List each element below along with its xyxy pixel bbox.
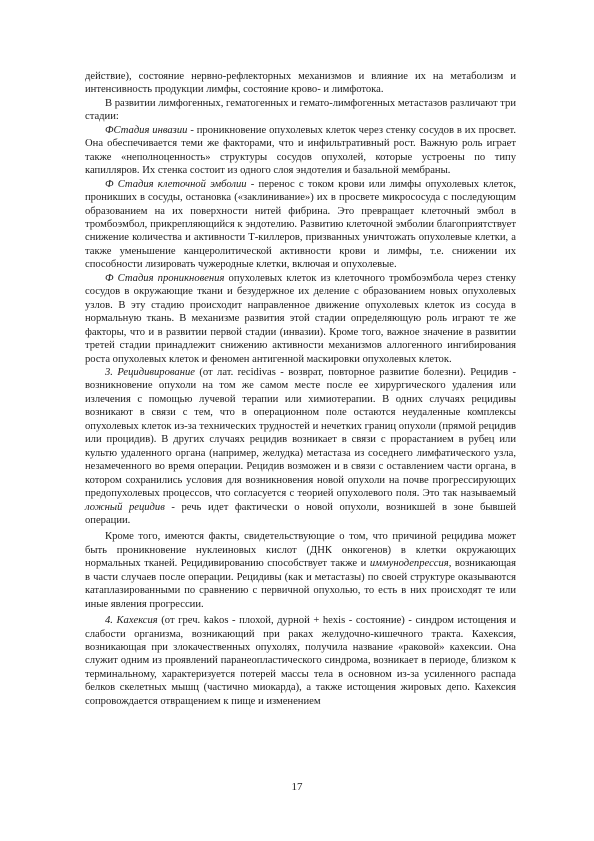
italic-run: 3. Рецидивирование — [105, 366, 195, 378]
text-run: - проникновение опухолевых клеток через стенку сосудов в их просвет. Она обеспечивается теми же факторами, что и инфильтративный рост. Важную роль играет также «неполноценность» структуры сосудов опухолей, которые устроены по типу капилляров. Их стенка состоит из одного слоя эндотелия и базальной мембраны. — [85, 124, 517, 177]
text-run: В развитии лимфогенных, гематогенных и гемато-лимфогенных метастазов различают три стадии: — [85, 97, 516, 123]
text-run: (от лат. recidivas - возврат, повторное развитие болезни). Рецидив - возникновение опухоли на том же самом месте после ее хирургического удаления или излечения с помощью лучевой терапии или химиотерапии. В одних случаях рецидивы возникают в связи с тем, что в операционном поле остаются неудаленные комплексы опухолевых клеток из-за технических трудностей и нечетких границ опухоли (прямой рецидив или процидив). В других случаях рецидив возникает в связи с прорастанием в рубец или культю удаленного органа (например, желудка) метастаза из соседнего лимфатического узла, незамеченного во время операции. Рецидив возможен и в связи с оставлением части органа, в котором сохранились условия для возникновения новой опухоли на почве прогрессирующих предопухолевых процессов, что согласуется с теорией опухолевого поля. Это так называемый — [85, 366, 516, 500]
italic-run: Ф — [105, 124, 114, 136]
text-run: , возникающая в части случаев после операции. Рецидивы (как и метастазы) по своей структуре оказываются катаплазированными по сравнению с первичной опухолью, то есть в них происходят те или иные явления прогрессии. — [85, 558, 516, 610]
paragraph — [85, 272, 516, 366]
text-run: - перенос с током крови или лимфы опухолевых клеток, проникших в сосуды, остановка («заклинивание») их в просвете микрососуда с последующим образованием на их поверхности нитей фибрина. Это превращает клеточный эмбол в тромбоэмбол, прикрепляющийся к эндотелию. Развитию клеточной эмболии благоприятствует снижение количества и активности Т-киллеров, призванных уничтожать опухолевые клетки, а также уменьшение канцеролитической активности крови и лимфы, т.е. снижении их способности лизировать чужеродные клетки, включая и опухолевые. — [85, 178, 516, 271]
text-run: (от греч. kakos - плохой, дурной + hexis - состояние) - синдром истощения и слабости организма, возникающий при раках желудочно-кишечного тракта. Кахексия, возникающая при злокачественных опухолях, получила название «раковой» кахексии. Она служит одним из проявлений паранеопластического синдрома, возникает в периоде, близком к терминальному, характеризуется потерей массы тела в основном из-за усиленного распада белков скелетных мышц (частично миокарда), а также истощения жировых депо. Кахексия сопровождается отвращением к пище и изменением — [85, 615, 516, 707]
text-run: опухолевых клеток из клеточного тромбоэмбола через стенку сосудов в окружающие ткани и безудержное их деление с образованием новых опухолевых узлов. В эту стадию происходит направленное движение опухолевых клеток из сосуда в нормальную ткань. В механизме развития этой стадии определяющую роль играют те же факторы, что и в развитии первой стадии (инвазии). Кроме того, важное значение в развитии третей стадии принадлежит снижению активности механизмов аллогенного ингибирования роста опухолевых клеток и феномен антигенной маскировки опухолевых клеток. — [85, 272, 516, 365]
italic-run: Стадия проникновения — [117, 272, 225, 284]
paragraph — [85, 366, 516, 527]
italic-run: 4. Кахексия — [105, 615, 158, 627]
paragraph — [85, 124, 516, 178]
text-run: действие), состояние нервно-рефлекторных механизмов и влияние их на метаболизм и интенсивность продукции лимфы, состояние крово- и лимфотока. — [85, 71, 516, 96]
paragraph — [85, 178, 516, 272]
paragraph — [85, 70, 516, 97]
italic-run: ложный рецидив — [85, 501, 165, 513]
paragraph — [85, 97, 516, 124]
italic-run: Ф — [105, 178, 118, 190]
text-run: - речь идет фактически о новой опухоли, возникшей в зоне бывшей операции. — [85, 501, 517, 526]
page-number: 17 — [291, 781, 303, 793]
document-body — [85, 70, 516, 708]
paragraph — [85, 614, 516, 708]
italic-run: Стадия клеточной эмболии — [117, 178, 247, 190]
italic-run: иммунодепрессия — [369, 558, 449, 570]
text-run: Кроме того, имеются факты, свидетельствующие о том, что причиной рецидива может быть проникновение нуклеиновых кислот (ДНК онкогенов) в клетки окружающих нормальных тканей. Рецидивированию способствует также и — [85, 531, 516, 570]
italic-run: Стадия инвазии — [113, 124, 188, 136]
paragraph — [85, 530, 516, 611]
italic-run: Ф — [105, 272, 118, 284]
